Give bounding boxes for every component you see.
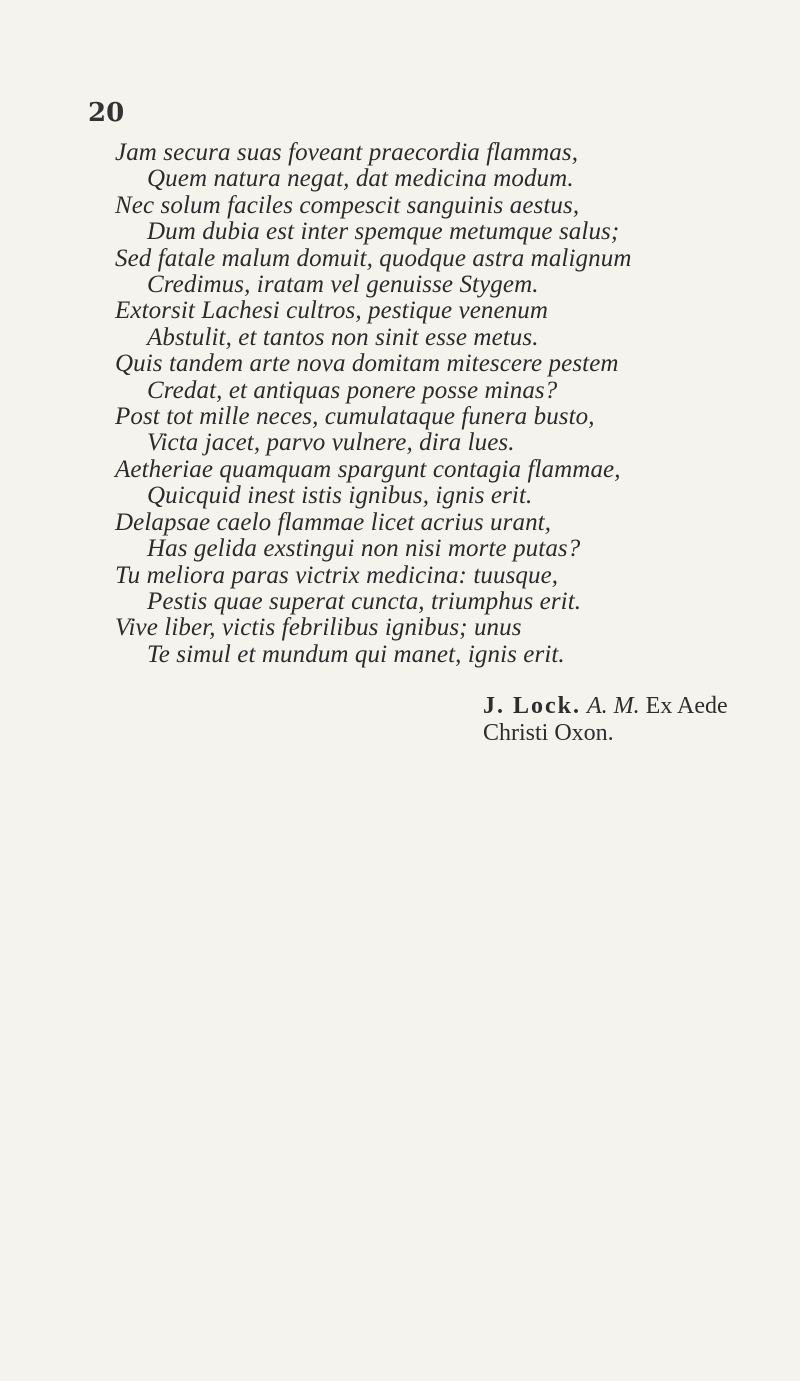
poem-line: Credimus, iratam vel genuisse Stygem. [147, 271, 539, 299]
poem [115, 140, 785, 668]
signature-degree: A. M. [587, 693, 640, 719]
poem-line: Pestis quae superat cuncta, triumphus erit. [147, 587, 582, 615]
poem-line: Quicquid inest istis ignibus, ignis erit. [147, 482, 533, 510]
signature [483, 693, 728, 747]
page-number: 20 [88, 98, 125, 128]
poem-line: Abstulit, et tantos non sinit esse metus. [147, 323, 539, 351]
poem-line: Quis tandem arte nova domitam mitescere pestem [115, 350, 619, 378]
signature-line-1 [483, 693, 728, 720]
poem-line: Nec solum faciles compescit sanguinis aestus, [115, 191, 580, 219]
poem-line: Tu meliora paras victrix medicina: tuusque, [115, 561, 559, 589]
poem-line: Has gelida exstingui non nisi morte putas? [147, 535, 581, 563]
poem-line: Credat, et antiquas ponere posse minas? [147, 376, 558, 404]
poem-line: Victa jacet, parvo vulnere, dira lues. [147, 429, 515, 457]
poem-line: Post tot mille neces, cumulataque funera busto, [115, 403, 595, 431]
poem-line: Quem natura negat, dat medicina modum. [147, 165, 574, 193]
signature-author: J. Lock. [483, 693, 582, 719]
signature-college: Ex Aede [645, 693, 728, 719]
poem-line: Vive liber, victis febrilibus ignibus; unus [115, 614, 522, 642]
signature-university: Christi Oxon. [483, 720, 614, 746]
poem-line: Sed fatale malum domuit, quodque astra malignum [115, 244, 632, 272]
poem-line: Delapsae caelo flammae licet acrius urant, [115, 508, 552, 536]
poem-line: Jam secura suas foveant praecordia flammas, [115, 139, 579, 166]
poem-line: Aetheriae quamquam spargunt contagia flammae, [115, 455, 621, 483]
poem-line: Te simul et mundum qui manet, ignis erit. [147, 640, 565, 668]
poem-line: Dum dubia est inter spemque metumque salus; [147, 218, 620, 246]
poem-line: Extorsit Lachesi cultros, pestique venenum [115, 297, 549, 325]
